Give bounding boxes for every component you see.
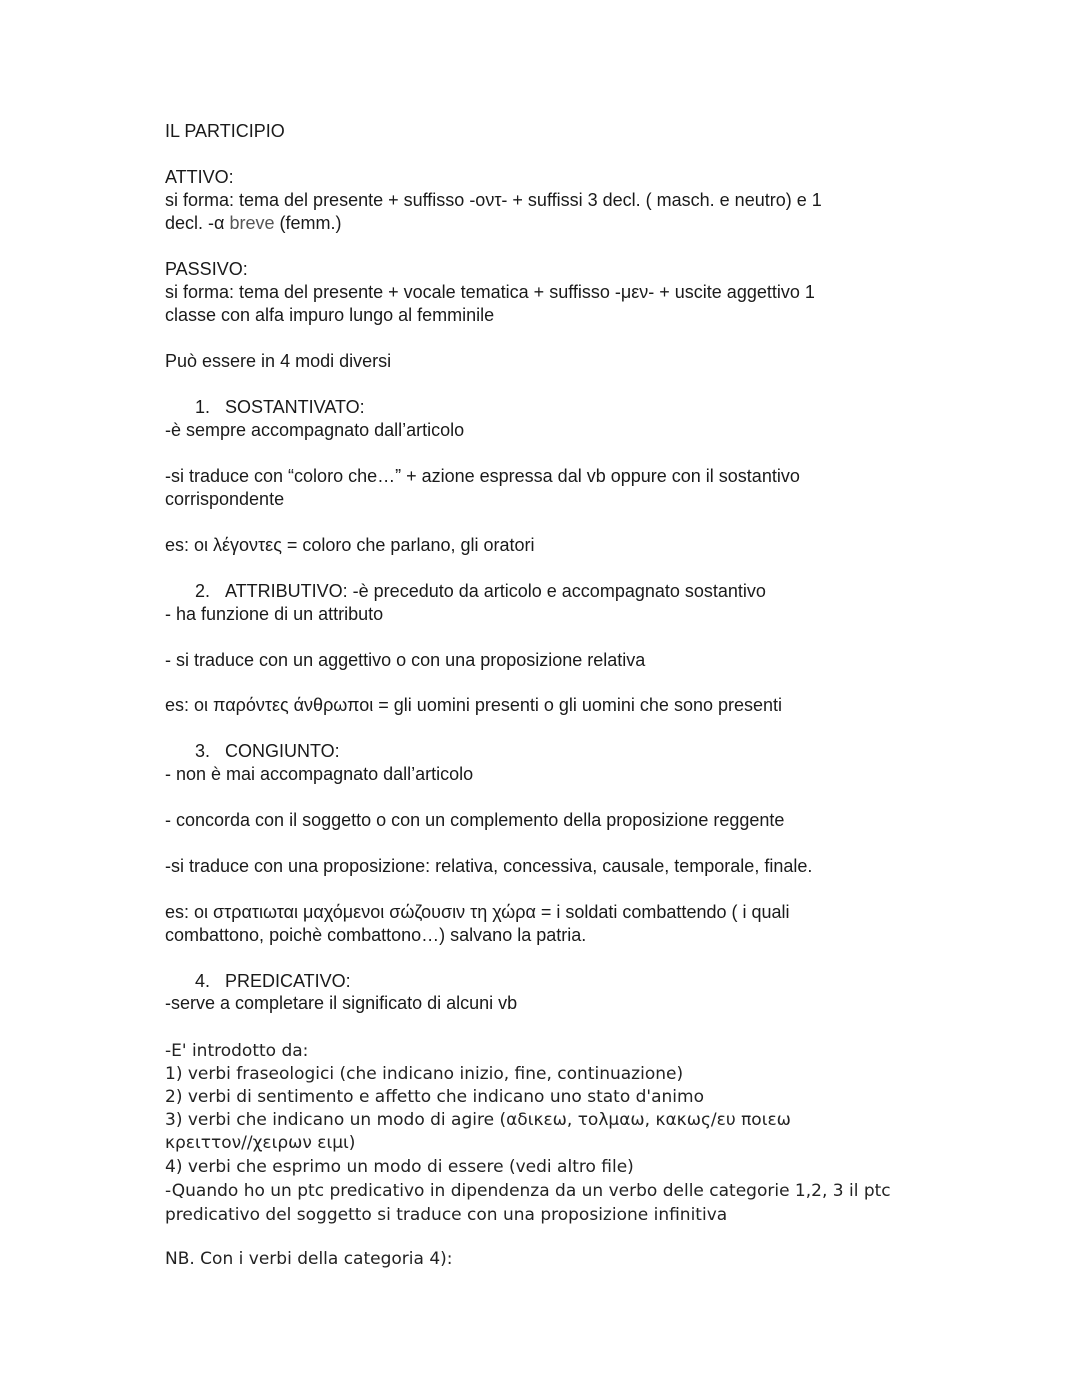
note-line: -E' introdotto da: (165, 1041, 309, 1061)
attivo-text: decl. -α (165, 213, 225, 233)
section-heading-congiunto (195, 740, 340, 763)
list-number: 4. (195, 971, 211, 991)
note-line: 2) verbi di sentimento e affetto che indicano uno stato d'animo (165, 1087, 704, 1107)
page-title: IL PARTICIPIO (165, 121, 285, 141)
paragraph-line: - non è mai accompagnato dall’articolo (165, 764, 474, 784)
example-line: es: οι λέγοντες = coloro che parlano, gli oratori (165, 535, 535, 555)
example-line: es: οι παρόντες άνθρωποι = gli uomini presenti o gli uomini che sono presenti (165, 695, 783, 715)
section-title: CONGIUNTO: (225, 741, 340, 761)
paragraph-line: -si traduce con una proposizione: relativa, concessiva, causale, temporale, finale. (165, 856, 813, 876)
note-line: 4) verbi che esprimo un modo di essere (vedi altro file) (165, 1157, 634, 1177)
section-heading-predicativo (195, 970, 351, 993)
section-heading-sostantivato (195, 396, 365, 419)
attivo-line: si forma: tema del presente + suffisso -οντ- + suffissi 3 decl. ( masch. e neutro) e 1 (165, 190, 822, 210)
example-line: combattono, poichè combattono…) salvano la patria. (165, 925, 587, 945)
intro-text: Può essere in 4 modi diversi (165, 351, 392, 371)
paragraph-line: - si traduce con un aggettivo o con una proposizione relativa (165, 650, 646, 670)
example-line: es: οι στρατιωται μαχόμενοι σώζουσιν τη χώρα = i soldati combattendo ( i quali (165, 902, 790, 922)
note-line: κρειττον//χειρων ειμι) (165, 1133, 356, 1153)
attivo-heading: ATTIVO: (165, 167, 234, 187)
attivo-highlight-text: breve (224, 213, 275, 233)
section-title: SOSTANTIVATO: (225, 397, 365, 417)
paragraph-line: -si traduce con “coloro che…” + azione espressa dal vb oppure con il sostantivo (165, 466, 800, 486)
note-line: 1) verbi fraseologici (che indicano inizio, fine, continuazione) (165, 1064, 684, 1084)
note-line: NB. Con i verbi della categoria 4): (165, 1249, 453, 1269)
note-line: predicativo del soggetto si traduce con una proposizione infinitiva (165, 1205, 728, 1225)
list-number: 1. (195, 397, 211, 417)
paragraph-line: -serve a completare il significato di alcuni vb (165, 993, 518, 1013)
paragraph-line: corrispondente (165, 489, 285, 509)
list-number: 3. (195, 741, 211, 761)
paragraph-line: - ha funzione di un attributo (165, 604, 384, 624)
paragraph-line: -è sempre accompagnato dall’articolo (165, 420, 465, 440)
passivo-line: classe con alfa impuro lungo al femminile (165, 305, 495, 325)
section-heading-attributivo (195, 580, 766, 603)
passivo-line: si forma: tema del presente + vocale tematica + suffisso -μεν- + uscite aggettivo 1 (165, 282, 815, 302)
section-title: ATTRIBUTIVO: -è preceduto da articolo e accompagnato sostantivo (225, 581, 766, 601)
note-line: 3) verbi che indicano un modo di agire (αδικεω, τολμαω, κακως/ευ ποιεω (165, 1110, 791, 1130)
attivo-text: (femm.) (274, 213, 342, 233)
note-line: -Quando ho un ptc predicativo in dipendenza da un verbo delle categorie 1,2, 3 il ptc (165, 1181, 891, 1201)
section-title: PREDICATIVO: (225, 971, 351, 991)
passivo-heading: PASSIVO: (165, 259, 248, 279)
paragraph-line: - concorda con il soggetto o con un complemento della proposizione reggente (165, 810, 785, 830)
list-number: 2. (195, 581, 211, 601)
attivo-line (165, 212, 341, 235)
